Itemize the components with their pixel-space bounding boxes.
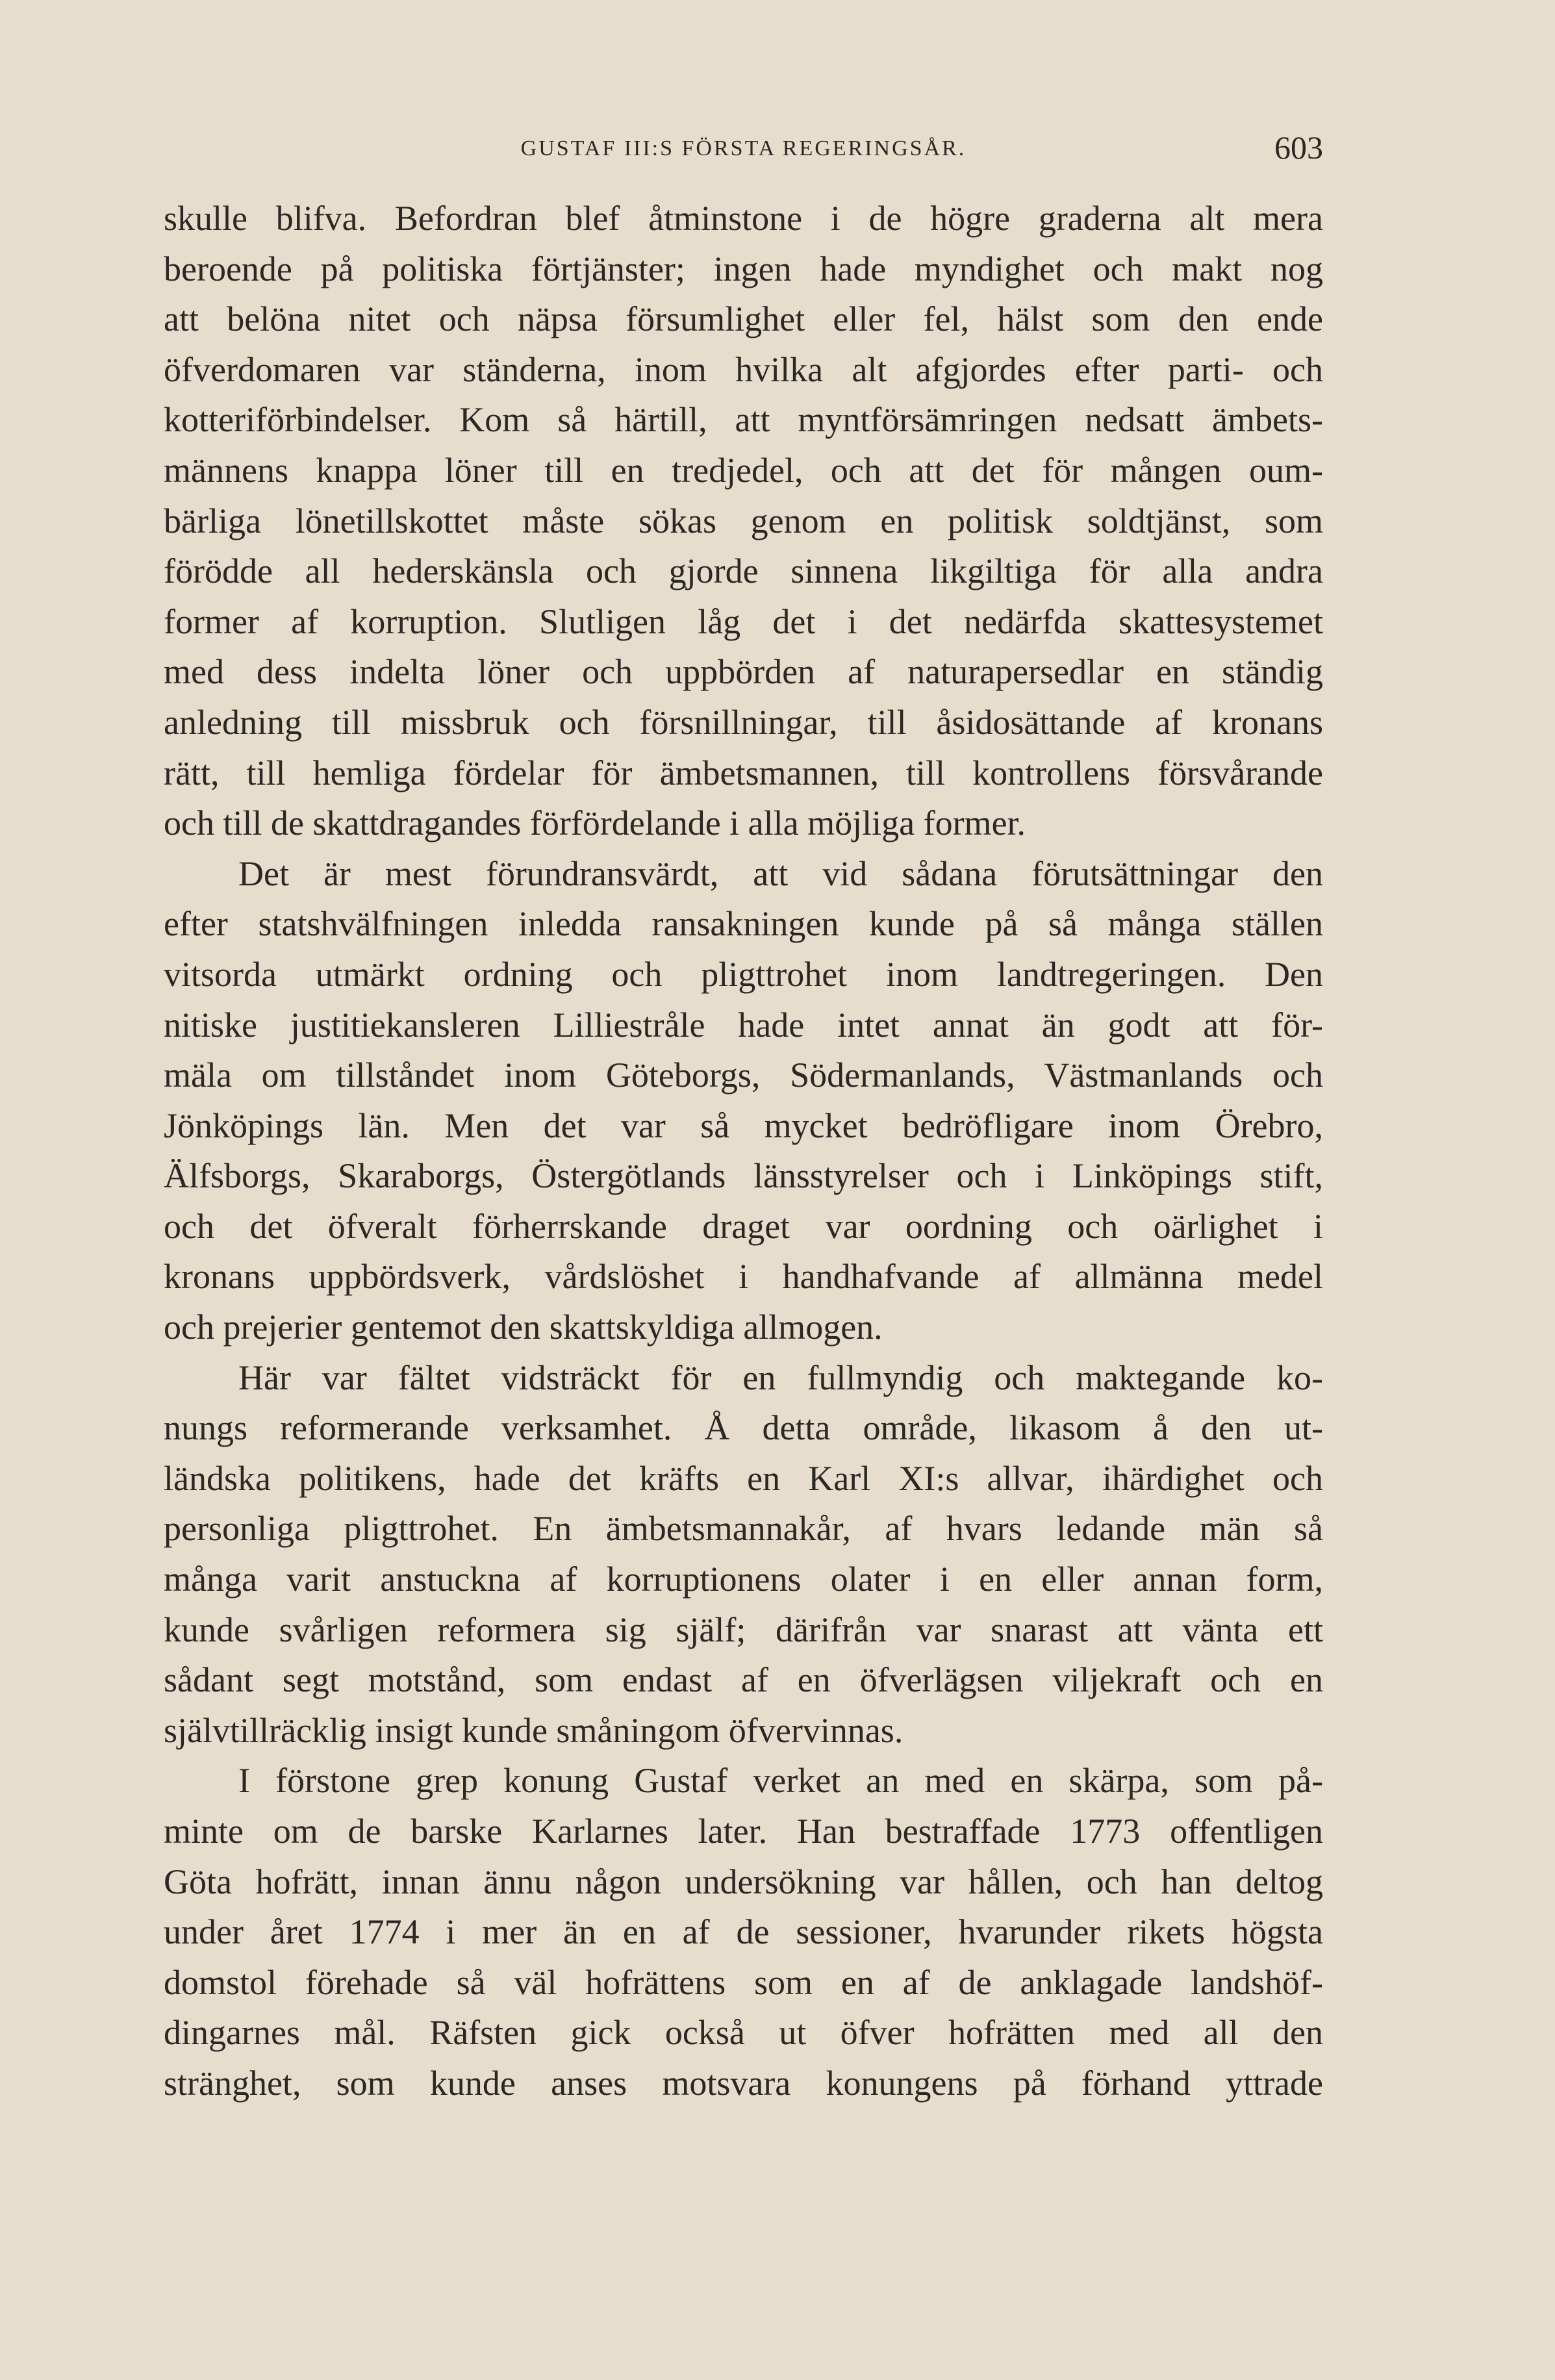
text-line: att belöna nitet och näpsa försumlighet eller fel, hälst som den ende [164, 299, 1323, 339]
text-line: nungs reformerande verksamhet. Å detta område, likasom å den ut- [164, 1408, 1323, 1448]
text-line: mäla om tillståndet inom Göteborgs, Södermanlands, Västmanlands och [164, 1056, 1323, 1095]
text-line: minte om de barske Karlarnes later. Han bestraffade 1773 offentligen [164, 1812, 1323, 1851]
paragraph [164, 849, 1323, 1353]
text-line: Det är mest förundransvärdt, att vid sådana förutsättningar den [238, 854, 1323, 893]
text-line: stränghet, som kunde anses motsvara konungens på förhand yttrade [164, 2063, 1323, 2103]
text-line: sådant segt motstånd, som endast af en öfverlägsen viljekraft och en [164, 1660, 1323, 1700]
running-title: GUSTAF III:S FÖRSTA REGERINGSÅR. [520, 136, 967, 160]
text-line: personliga pligttrohet. En ämbetsmannakår, af hvars ledande män så [164, 1509, 1323, 1549]
text-line: beroende på politiska förtjänster; ingen hade myndighet och makt nog [164, 249, 1323, 288]
paragraph [164, 1353, 1323, 1756]
text-line: kronans uppbördsverk, vårdslöshet i handhafvande af allmänna medel [164, 1257, 1323, 1297]
page-number: 603 [1274, 129, 1323, 166]
text-line: kunde svårligen reformera sig själf; därifrån var snarast att vänta ett [164, 1610, 1323, 1649]
text-line: rätt, till hemliga fördelar för ämbetsmannen, till kontrollens försvårande [164, 753, 1323, 792]
text-line: och till de skattdragandes förfördelande i alla möjliga former. [164, 804, 1026, 843]
text-line: vitsorda utmärkt ordning och pligttrohet inom landtregeringen. Den [164, 954, 1323, 994]
text-line: och det öfveralt förherrskande draget var oordning och oärlighet i [164, 1206, 1323, 1246]
text-line: Jönköpings län. Men det var så mycket bedröfligare inom Örebro, [164, 1106, 1323, 1145]
text-line: med dess indelta löner och uppbörden af naturapersedlar en ständig [164, 652, 1323, 692]
text-line: domstol förehade så väl hofrättens som en af de anklagade landshöf- [164, 1962, 1323, 2002]
text-line: och prejerier gentemot den skattskyldiga allmogen. [164, 1308, 883, 1347]
text-line: I förstone grep konung Gustaf verket an med en skärpa, som på- [238, 1761, 1323, 1801]
text-line: självtillräcklig insigt kunde småningom öfvervinnas. [164, 1710, 904, 1750]
text-line: bärliga lönetillskottet måste sökas genom en politisk soldtjänst, som [164, 501, 1323, 540]
text-line: Här var fältet vidsträckt för en fullmyndig och maktegande ko- [238, 1358, 1323, 1397]
page-body-text [164, 194, 1323, 2109]
running-header [164, 127, 1323, 166]
text-line: skulle blifva. Befordran blef åtminstone i de högre graderna alt mera [164, 199, 1323, 238]
text-line: former af korruption. Slutligen låg det i det nedärfda skattesystemet [164, 601, 1323, 641]
text-line: männens knappa löner till en tredjedel, och att det för mången oum- [164, 450, 1323, 490]
text-line: under året 1774 i mer än en af de sessioner, hvarunder rikets högsta [164, 1912, 1323, 1952]
text-line: Älfsborgs, Skaraborgs, Östergötlands länsstyrelser och i Linköpings stift, [164, 1156, 1323, 1196]
text-line: dingarnes mål. Räfsten gick också ut öfver hofrätten med all den [164, 2013, 1323, 2053]
text-line: öfverdomaren var ständerna, inom hvilka alt afgjordes efter parti- och [164, 349, 1323, 389]
text-line: förödde all hederskänsla och gjorde sinnena likgiltiga för alla andra [164, 551, 1323, 591]
text-line: efter statshvälfningen inledda ransakningen kunde på så många ställen [164, 904, 1323, 944]
text-line: Göta hofrätt, innan ännu någon undersökning var hållen, och han deltog [164, 1862, 1323, 1901]
text-line: anledning till missbruk och försnillningar, till åsidosättande af kronans [164, 702, 1323, 742]
text-line: nitiske justitiekansleren Lilliestråle hade intet annat än godt att för- [164, 1005, 1323, 1044]
text-line: kotteriförbindelser. Kom så härtill, att myntförsämringen nedsatt ämbets- [164, 400, 1323, 440]
paragraph [164, 1756, 1323, 2108]
text-line: ländska politikens, hade det kräfts en Karl XI:s allvar, ihärdighet och [164, 1458, 1323, 1498]
paragraph [164, 194, 1323, 849]
text-line: många varit anstuckna af korruptionens olater i en eller annan form, [164, 1560, 1323, 1599]
